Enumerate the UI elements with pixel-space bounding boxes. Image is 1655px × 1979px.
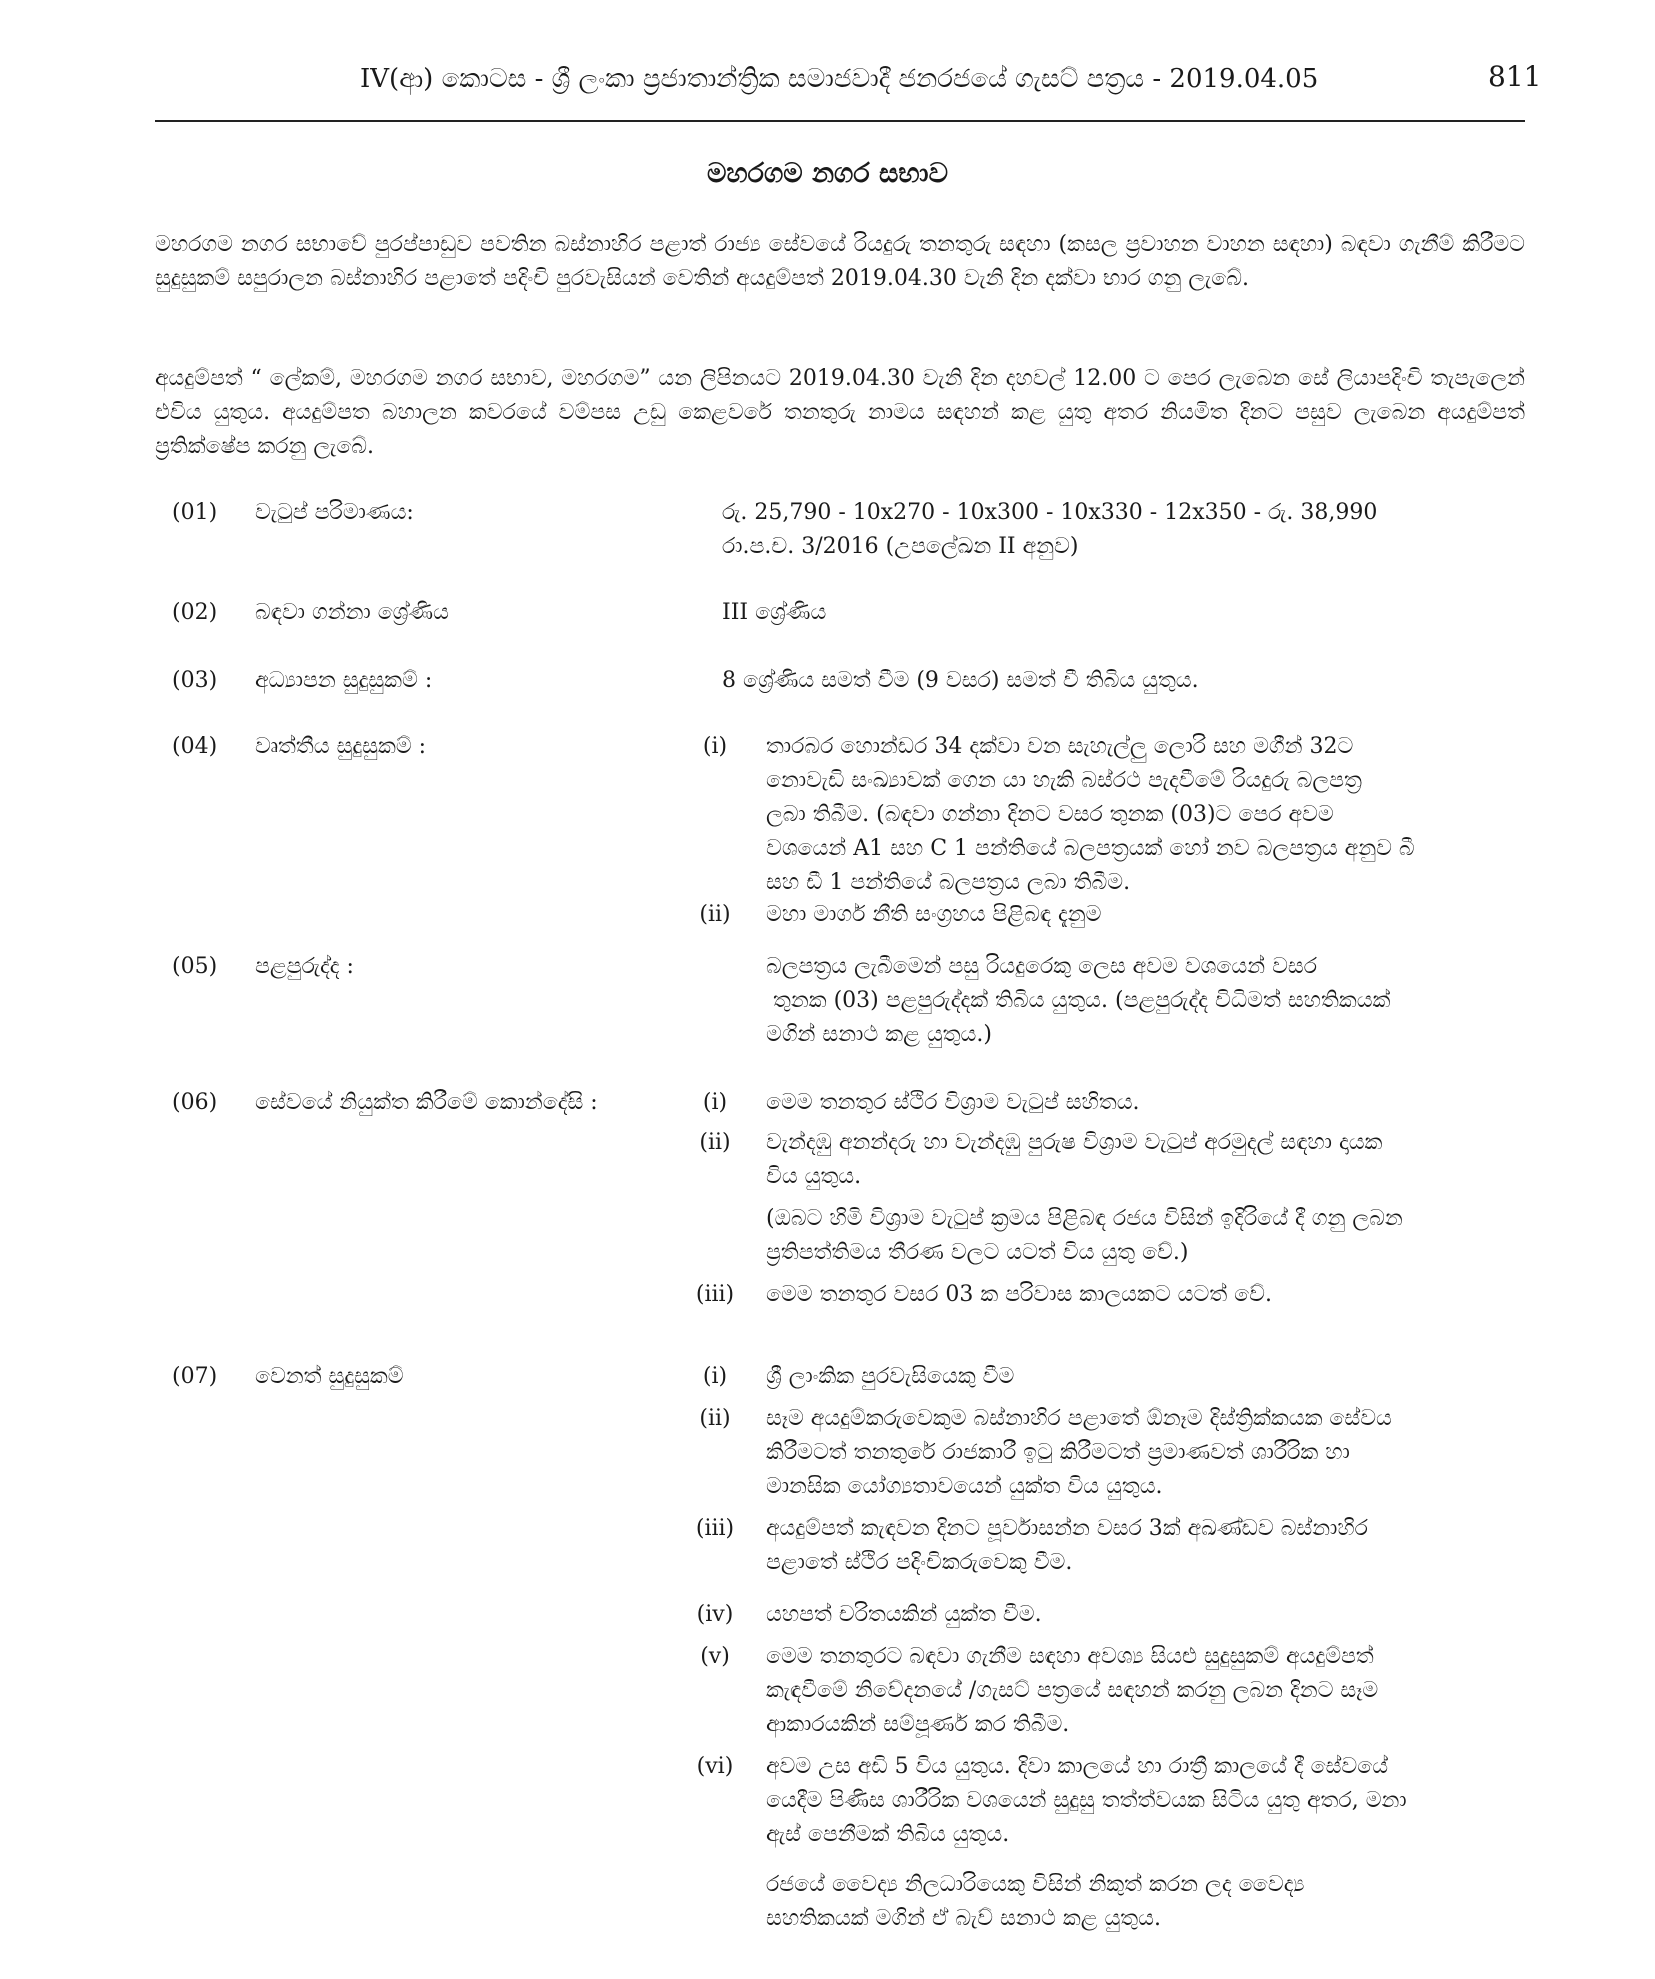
sub-item-line: මෙම තනතුරට බඳවා ගැනීම සඳහා අවශ්‍ය සියළු සුදුසුකම් අයදුම්පත් xyxy=(766,1644,1374,1669)
sub-item-roman: (i) xyxy=(702,1364,728,1389)
sub-item-line: මෙම තනතුර ස්ථිර විශ්‍රාම වැටුප් සහිතය. xyxy=(766,1090,1140,1115)
sub-item-roman: (vi) xyxy=(696,1754,734,1779)
sub-item-roman: (ii) xyxy=(699,1406,731,1431)
sub-item-line: ශ්‍රී ලාංකික පුරවැසියෙකු වීම xyxy=(766,1364,1015,1389)
sub-item-line: කැඳවීමේ නිවේදනයේ /ගැසට් පත්‍රයේ සඳහන් කරනු ලබන දිනට සෑම xyxy=(766,1678,1379,1703)
item-number: (02) xyxy=(172,600,218,625)
sub-item-line: වශයෙන් A1 සහ C 1 පන්තියේ බලපත්‍රයක් හෝ නව බලපත්‍රය අනුව බී xyxy=(766,836,1415,861)
sub-item-note-line: (ඔබට හිමි විශ්‍රාම වැටුප් ක්‍රමය පිළිබඳ රජය විසින් ඉදිරියේ දී ගනු ලබන xyxy=(766,1206,1403,1231)
sub-item-roman: (iv) xyxy=(696,1602,734,1627)
sub-item-roman: (iii) xyxy=(695,1282,735,1307)
sub-item-line: අවම උස අඩි 5 විය යුතුය. දිවා කාලයේ හා රාත්‍රී කාලයේ දී සේවයේ xyxy=(766,1754,1389,1779)
item-label-education: අධ්‍යාපන සුදුසුකම් : xyxy=(255,668,433,693)
sub-item-roman: (iii) xyxy=(695,1516,735,1541)
item-value-line: මගින් සනාථ කළ යුතුය.) xyxy=(766,1022,992,1047)
sub-item-roman: (v) xyxy=(700,1644,730,1669)
item-value-line: රා.ප.ච. 3/2016 (උපලේඛන II අනුව) xyxy=(722,534,1079,559)
item-label-experience: පළපුරුද්ද : xyxy=(255,954,354,979)
item-number: (01) xyxy=(172,500,218,525)
submission-paragraph: අයදුම්පත් “ ලේකම්, මහරගම නගර සභාව, මහරගම” යන ලිපිනයට 2019.04.30 වැනි දින දහවල් 12.00 ට පෙර ලැබෙන සේ ලියාපදිංචි තැපැලෙන් එවිය යුතුය. අයදුම්පත බහාලන කවරයේ වම්පස උඩු කෙළවරේ තනතුරු නාමය සඳහන් කළ යුතු අතර නියමිත දිනට පසුව ලැබෙන අයදුම්පත් ප්‍රතික්ෂේප කරනු ලැබේ. xyxy=(155,366,1525,459)
sub-item-line: මහා මාර්ග නීති සංග්‍රහය පිළිබඳ දැනුම xyxy=(766,902,1102,927)
sub-item-line: ලබා තිබීම. (බඳවා ගන්නා දිනට වසර තුනක (03)ට පෙර අවම xyxy=(766,802,1334,827)
item-label-conditions: සේවයේ නියුක්ත කිරීමේ කොන්දේසි : xyxy=(255,1090,598,1115)
item-number: (06) xyxy=(172,1090,218,1115)
sub-item-line: ආකාරයකින් සම්පූර්ණ කර තිබීම. xyxy=(766,1712,1070,1737)
running-header: IV(ආ) කොටස - ශ්‍රී ලංකා ප්‍රජාතාන්ත්‍රික සමාජවාදී ජනරජයේ ගැසට් පත්‍රය - 2019.04.05 xyxy=(360,64,1319,94)
header-divider xyxy=(155,120,1525,122)
sub-item-line: සෑම අයදුම්කරුවෙකුම බස්නාහිර පළාතේ ඕනෑම දිස්ත්‍රික්කයක සේවය xyxy=(766,1406,1392,1431)
sub-item-roman: (i) xyxy=(702,734,728,759)
sub-item-note-line: රජයේ වෛද්‍ය නිලධාරියෙකු විසින් නිකුත් කරන ලද වෛද්‍ය xyxy=(766,1872,1305,1897)
item-number: (03) xyxy=(172,668,218,693)
sub-item-line: නොවැඩි සංඛ්‍යාවක් ගෙන යා හැකි බස්රථ පැදවීමේ රියදුරු බලපත්‍ර xyxy=(766,768,1362,793)
notice-title: මහරගම නගර සභාව xyxy=(707,158,948,189)
intro-paragraph: මහරගම නගර සභාවේ පුරප්පාඩුව පවතින බස්නාහිර පළාත් රාජ්‍ය සේවයේ රියදුරු තනතුරු සඳහා (කසල ප්‍රවාහන වාහන සඳහා) බඳවා ගැනීම් කිරීමට සුදුසුකම් සපුරාලන බස්නාහිර පළාතේ පදිංචි පුරවැසියන් වෙතින් අයදුම්පත් 2019.04.30 වැනි දින දක්වා භාර ගනු ලැබේ. xyxy=(155,232,1525,291)
item-value-line: රු. 25,790 - 10x270 - 10x300 - 10x330 - 12x350 - රු. 38,990 xyxy=(722,500,1378,525)
sub-item-line: යෙදීම පිණිස ශාරීරික වශයෙන් සුදුසු තත්ත්වයක සිටිය යුතු අතර, මනා xyxy=(766,1788,1407,1813)
item-number: (04) xyxy=(172,734,218,759)
sub-item-line: මානසික යෝග්‍යතාවයෙන් යුක්ත විය යුතුය. xyxy=(766,1474,1163,1499)
item-label-other: වෙනත් සුදුසුකම් xyxy=(255,1364,404,1389)
item-value-line: බලපත්‍රය ලැබීමෙන් පසු රියදුරෙකු ලෙස අවම වශයෙන් වසර xyxy=(766,954,1317,979)
sub-item-line: වැන්දඹු අනන්දරු හා වැන්දඹු පුරුෂ විශ්‍රාම වැටුප් අරමුදල් සඳහා දායක xyxy=(766,1130,1383,1155)
sub-item-line: තාරබර හොන්ඩර 34 දක්වා වන සැහැල්ලු ලොරි සහ මගීන් 32ට xyxy=(766,734,1354,759)
item-label-grade: බඳවා ගන්නා ශ්‍රේණිය xyxy=(255,600,449,625)
item-number: (07) xyxy=(172,1364,218,1389)
sub-item-line: මෙම තනතුර වසර 03 ක පරිවාස කාලයකට යටත් වේ. xyxy=(766,1282,1272,1307)
item-label-salary: වැටුප් පරිමාණය: xyxy=(255,500,414,525)
sub-item-roman: (ii) xyxy=(699,1130,731,1155)
sub-item-line: ඇස් පෙනීමක් තිබිය යුතුය. xyxy=(766,1822,1010,1847)
sub-item-line: පළාතේ ස්ථිර පදිංචිකරුවෙකු වීම. xyxy=(766,1550,1073,1575)
sub-item-note-line: සහතිකයක් මගින් ඒ බැව් සනාථ කළ යුතුය. xyxy=(766,1906,1161,1931)
item-number: (05) xyxy=(172,954,218,979)
item-value-line: 8 ශ්‍රේණිය සමත් වීම (9 වසර) සමත් වී තිබිය යුතුය. xyxy=(722,668,1199,693)
sub-item-line: සහ ඩී 1 පන්තියේ බලපත්‍රය ලබා තිබීම. xyxy=(766,870,1131,895)
sub-item-roman: (ii) xyxy=(699,902,731,927)
sub-item-note-line: ප්‍රතිපත්තිමය තීරණ වලට යටත් විය යුතු වේ.) xyxy=(766,1240,1189,1265)
page-number: 811 xyxy=(1488,60,1542,93)
item-value-line: තුනක (03) පළපුරුද්දක් තිබිය යුතුය. (පළපුරුද්ද විධිමත් සහතිකයක් xyxy=(766,988,1391,1013)
sub-item-line: අයදුම්පත් කැඳවන දිනට පූර්වාසන්න වසර 3ක් අඛණ්ඩව බස්නාහිර xyxy=(766,1516,1368,1541)
sub-item-line: විය යුතුය. xyxy=(766,1164,862,1189)
sub-item-line: යහපත් චරිතයකින් යුක්ත වීම. xyxy=(766,1602,1042,1627)
item-label-professional: වෘත්තීය සුදුසුකම් : xyxy=(255,734,427,759)
sub-item-line: කිරීමටත් තනතුරේ රාජකාරී ඉටු කිරීමටත් ප්‍රමාණවත් ශාරීරික හා xyxy=(766,1440,1350,1465)
item-value-line: III ශ්‍රේණිය xyxy=(722,600,827,625)
sub-item-roman: (i) xyxy=(702,1090,728,1115)
